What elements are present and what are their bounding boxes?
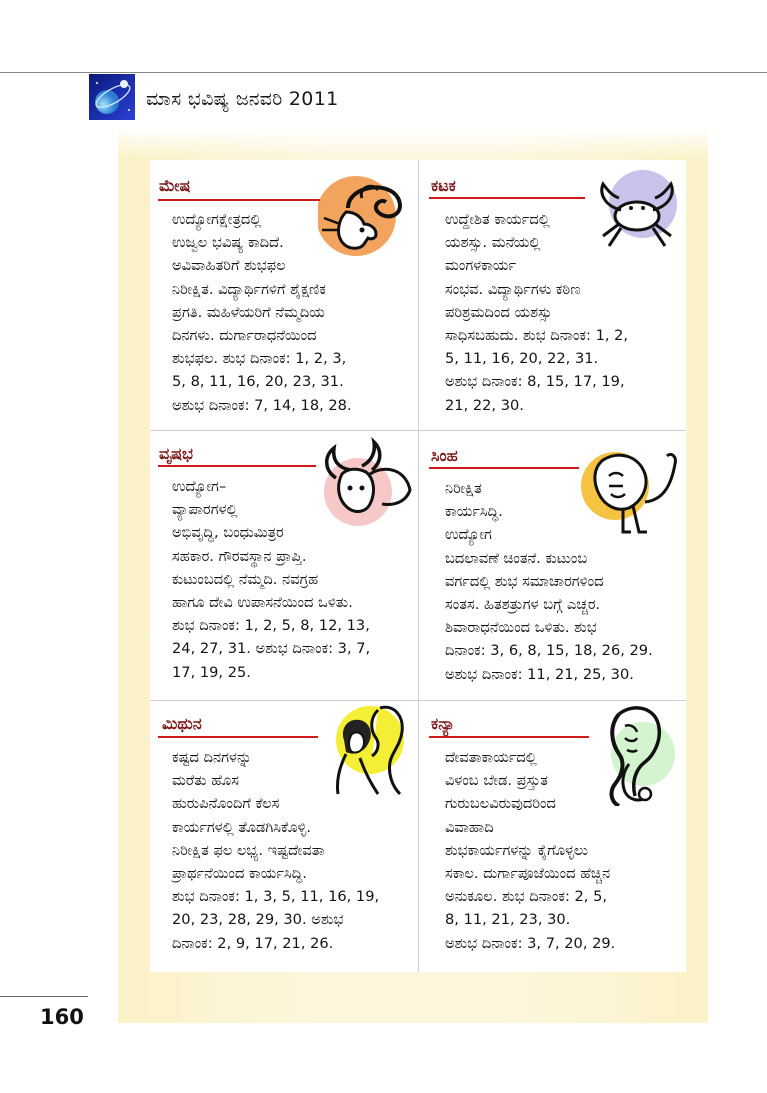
sign-title-rule: [158, 736, 318, 738]
sign-title-rule: [429, 197, 585, 199]
sign-block-kanya: [419, 700, 687, 970]
sign-title-kataka: ಕಟಕ: [431, 176, 456, 195]
sign-text-mithuna: ಕಷ್ಟದ ದಿನಗಳನ್ನು ಮರೆತು ಹೊಸ ಹುರುಪಿನೊಂದಿಗೆ ಕೆಲಸ ಕಾರ್ಯಗಳಲ್ಲಿ ತೊಡಗಿಸಿಕೊಳ್ಳಿ. ನಿರೀಕ್ಷಿತ ಫಲ ಲಭ್ಯ. ಇಷ್ಟದೇವತಾ ಪ್ರಾರ್ಥನೆಯಿಂದ ಕಾರ್ಯಸಿದ್ಧಿ. ಶುಭ ದಿನಾಂಕ: 1, 3, 5, 11, 16, 19, 20, 23, 28, 29, 30. ಅಶುಭ ದಿನಾಂಕ: 2, 9, 17, 21, 26.: [172, 749, 380, 952]
top-rule: [0, 72, 767, 73]
sign-title-vrishabha: ವೃಷಭ: [159, 444, 193, 463]
sign-title-rule: [429, 467, 579, 469]
sign-text-kataka: ಉದ್ದೇಶಿತ ಕಾರ್ಯದಲ್ಲಿ ಯಶಸ್ಸು. ಮನೆಯಲ್ಲಿ ಮಂಗಳಕಾರ್ಯ ಸಂಭವ. ವಿದ್ಯಾರ್ಥಿಗಳು ಕಠಿಣ ಪರಿಶ್ರಮದಿಂದ ಯಶಸ್ಸು ಸಾಧಿಸಬಹುದು. ಶುಭ ದಿನಾಂಕ: 1, 2, 5, 11, 16, 20, 22, 31. ಅಶುಭ ದಿನಾಂಕ: 8, 15, 17, 19, 21, 22, 30.: [445, 211, 629, 414]
sign-text-simha: ನಿರೀಕ್ಷಿತ ಕಾರ್ಯಸಿದ್ಧಿ. ಉದ್ಯೋಗ ಬದಲಾವಣೆ ಚಿಂತನೆ. ಕುಟುಂಬ ವರ್ಗದಲ್ಲಿ ಶುಭ ಸಮಾಚಾರಗಳಿಂದ ಸಂತಸ. ಹಿತಶತ್ರುಗಳ ಬಗ್ಗೆ ಎಚ್ಚರ. ಶಿವಾರಾಧನೆಯಿಂದ ಒಳಿತು. ಶುಭ ದಿನಾಂಕ: 3, 6, 8, 15, 18, 26, 29. ಅಶುಭ ದಿನಾಂಕ: 11, 21, 25, 30.: [445, 480, 653, 683]
sign-title-rule: [158, 465, 316, 467]
sign-block-mithuna: [150, 700, 418, 970]
magazine-header-title: ಮಾಸ ಭವಿಷ್ಯ ಜನವರಿ 2011: [146, 88, 339, 110]
sign-text-vrishabha: ಉದ್ಯೋಗ– ವ್ಯಾಪಾರಗಳಲ್ಲಿ ಅಭಿವೃದ್ಧಿ, ಬಂಧುಮಿತ್ರರ ಸಹಕಾರ. ಗೌರವಸ್ಥಾನ ಪ್ರಾಪ್ತಿ. ಕುಟುಂಬದಲ್ಲಿ ನೆಮ್ಮದಿ. ನವಗ್ರಹ ಹಾಗೂ ದೇವಿ ಉಪಾಸನೆಯಿಂದ ಒಳಿತು. ಶುಭ ದಿನಾಂಕ: 1, 2, 5, 8, 12, 13, 24, 27, 31. ಅಶುಭ ದಿನಾಂಕ: 3, 7, 17, 19, 25.: [172, 478, 371, 681]
page-number: 160: [40, 1005, 84, 1029]
horoscope-grid: [150, 160, 686, 972]
sign-title-rule: [429, 736, 589, 738]
sign-title-rule: [158, 199, 320, 201]
sign-block-simha: [419, 430, 687, 700]
sign-title-simha: ಸಿಂಹ: [431, 446, 458, 465]
sign-text-mesha: ಉದ್ಯೋಗಕ್ಷೇತ್ರದಲ್ಲಿ ಉಜ್ವಲ ಭವಿಷ್ಯ ಕಾದಿದೆ. ಅವಿವಾಹಿತರಿಗೆ ಶುಭಫಲ ನಿರೀಕ್ಷಿತ. ವಿದ್ಯಾರ್ಥಿಗಳಿಗೆ ಶೈಕ್ಷಣಿಕ ಪ್ರಗತಿ. ಮಹಿಳೆಯರಿಗೆ ನೆಮ್ಮದಿಯ ದಿನಗಳು. ದುರ್ಗಾರಾಧನೆಯಿಂದ ಶುಭಫಲ. ಶುಭ ದಿನಾಂಕ: 1, 2, 3, 5, 8, 11, 16, 20, 23, 31. ಅಶುಭ ದಿನಾಂಕ: 7, 14, 18, 28.: [172, 211, 352, 414]
sign-text-kanya: ದೇವತಾಕಾರ್ಯದಲ್ಲಿ ವಿಳಂಬ ಬೇಡ. ಪ್ರಸ್ತುತ ಗುರುಬಲವಿರುವುದರಿಂದ ವಿವಾಹಾದಿ ಶುಭಕಾರ್ಯಗಳನ್ನು ಕೈಗೊಳ್ಳಲು ಸಕಾಲ. ದುರ್ಗಾಪೂಜೆಯಿಂದ ಹೆಚ್ಚಿನ ಅನುಕೂಲ. ಶುಭ ದಿನಾಂಕ: 2, 5, 8, 11, 21, 23, 30. ಅಶುಭ ದಿನಾಂಕ: 3, 7, 20, 29.: [445, 749, 616, 952]
sign-title-kanya: ಕನ್ಯಾ: [431, 714, 455, 733]
magazine-logo-icon: [89, 74, 135, 120]
background-fade: [118, 128, 708, 158]
sign-block-vrishabha: [150, 430, 418, 700]
sign-block-kataka: [419, 160, 687, 430]
sign-block-mesha: [150, 160, 418, 430]
footer-rule: [0, 996, 88, 997]
sign-title-mesha: ಮೇಷ: [159, 176, 191, 195]
sign-title-mithuna: ಮಿಥುನ: [162, 714, 202, 733]
